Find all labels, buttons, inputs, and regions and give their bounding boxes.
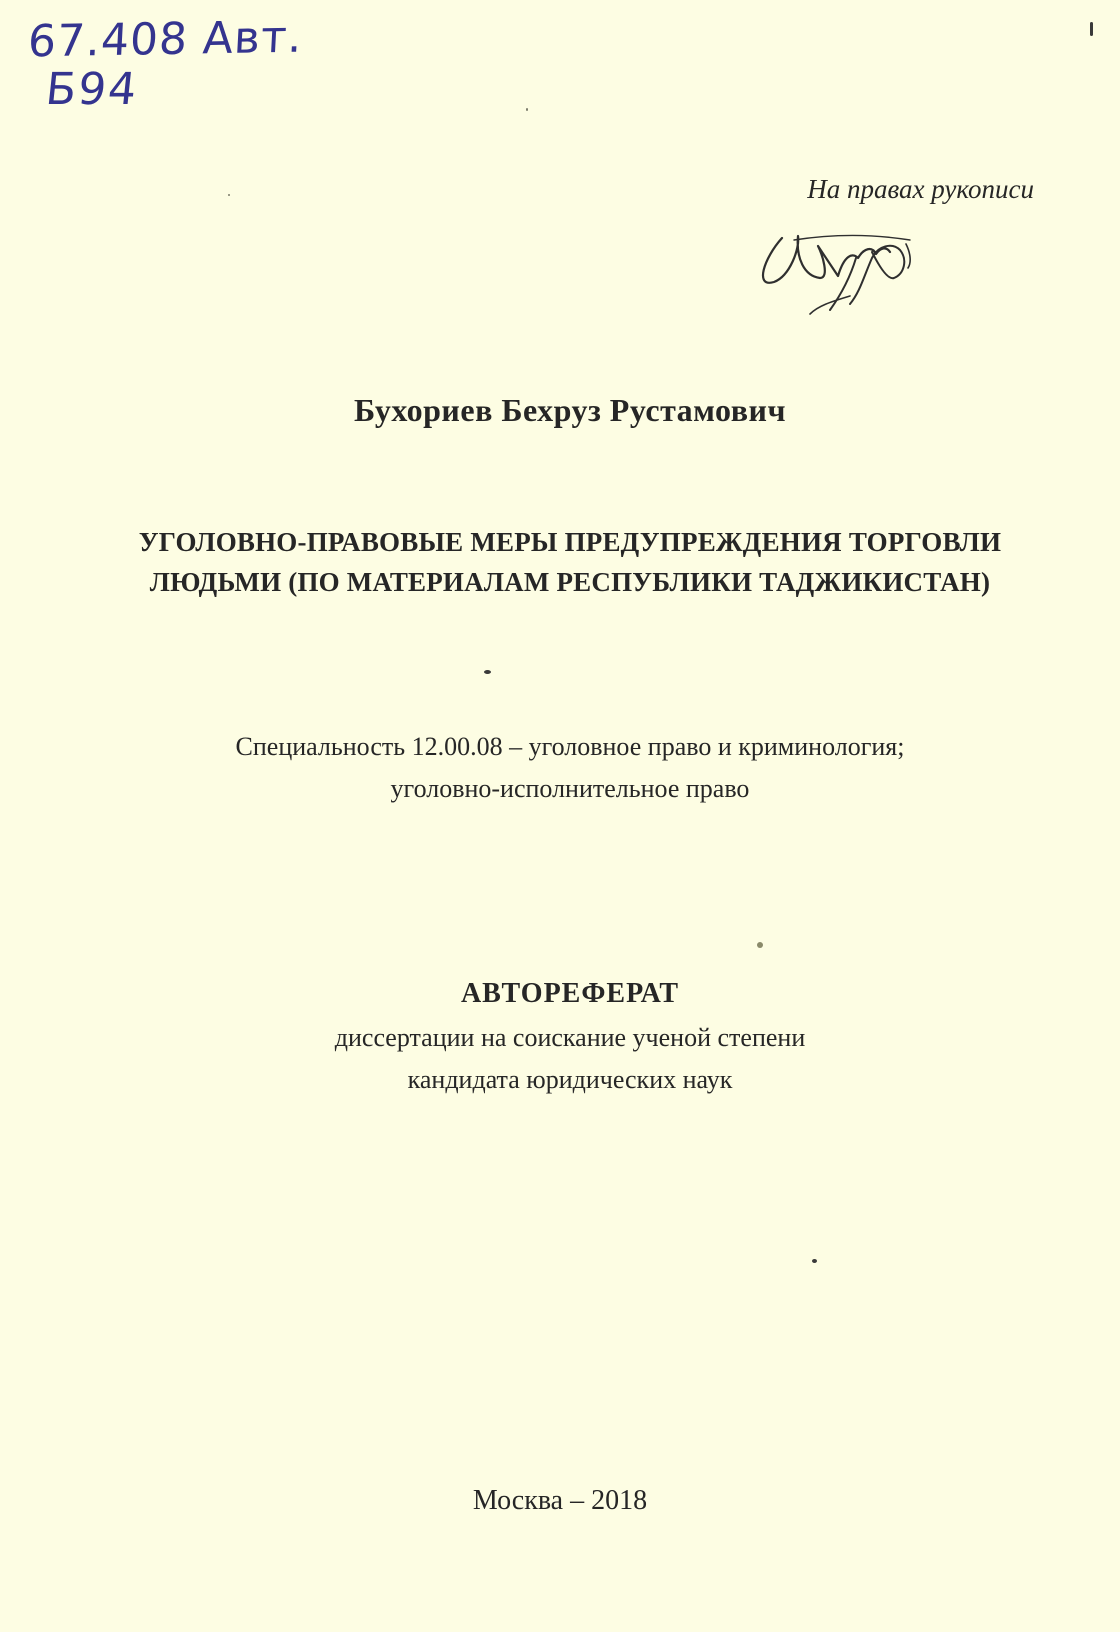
scan-speck [1090,22,1093,36]
abstract-line-1: диссертации на соискание ученой степени [334,1023,806,1052]
stamp-author-code: Б94 [43,64,141,115]
city-and-year: Москва – 2018 [472,1485,648,1516]
library-stamp [22,6,322,116]
manuscript-rights-note: На правах рукописи [807,174,1034,204]
title-line-1: УГОЛОВНО-ПРАВОВЫЕ МЕРЫ ПРЕДУПРЕЖДЕНИЯ ТОРГОВЛИ [138,527,1002,557]
author-name: Бухориев Бехруз Рустамович [353,392,787,428]
scan-speck [484,670,491,674]
scan-speck [757,942,763,948]
dissertation-title [0,522,1120,602]
title-line-2: ЛЮДЬМИ (ПО МАТЕРИАЛАМ РЕСПУБЛИКИ ТАДЖИКИСТАН) [149,567,991,597]
abstract-heading: АВТОРЕФЕРАТ [460,978,680,1009]
specialty-block [0,726,1120,810]
scan-speck [228,194,230,196]
scan-speck [812,1259,817,1263]
handwritten-signature [760,218,940,338]
specialty-line-2: уголовно-исполнительное право [390,774,750,803]
scan-speck [526,108,528,111]
specialty-line-1: Специальность 12.00.08 – уголовное право и криминология; [235,732,905,761]
abstract-description [0,1017,1120,1101]
abstract-line-2: кандидата юридических наук [407,1065,733,1094]
stamp-classification-code: 67.408 Авт. [26,11,304,68]
